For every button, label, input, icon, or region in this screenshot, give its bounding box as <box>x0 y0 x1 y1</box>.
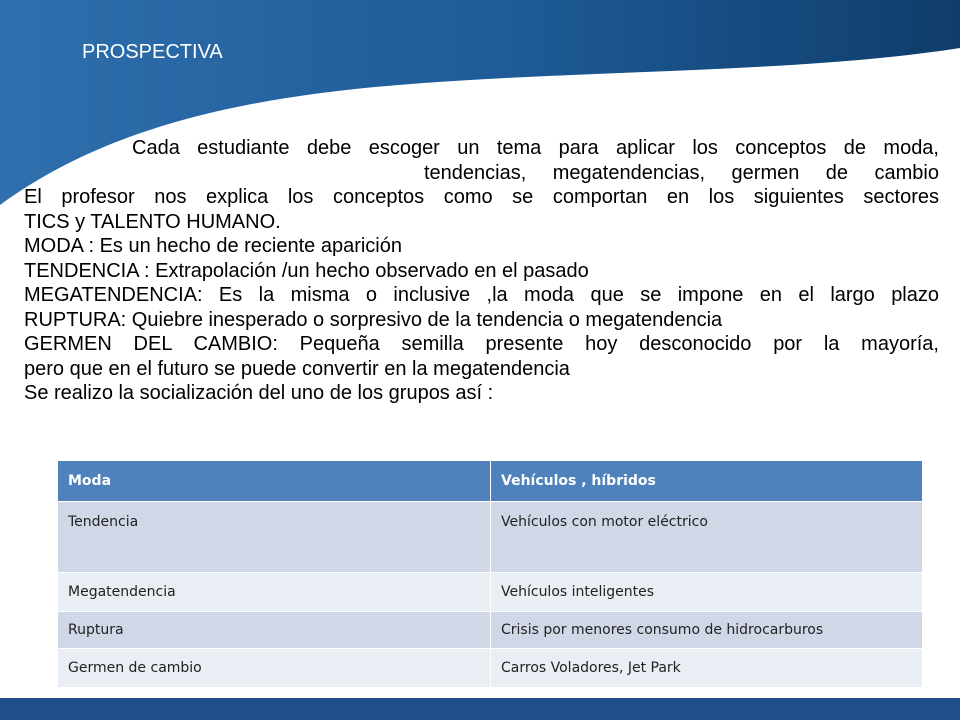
table-cell-example: Vehículos con motor eléctrico <box>491 502 923 573</box>
germen-definition-line-1: GERMEN DEL CAMBIO: Pequeña semilla presente hoy desconocido por la mayoría, <box>24 333 939 355</box>
profesor-line-1: El profesor nos explica los conceptos como se comportan en los siguientes sectores <box>24 186 939 208</box>
intro-line-1: Cada estudiante debe escoger un tema para aplicar los conceptos de moda, <box>132 137 939 159</box>
table-cell-concept: Megatendencia <box>58 573 491 612</box>
intro-line-2: tendencias, megatendencias, germen de cambio <box>424 161 939 184</box>
table-header-row <box>58 461 923 502</box>
table-cell-example: Vehículos inteligentes <box>491 573 923 612</box>
table-row <box>58 502 923 573</box>
moda-definition: MODA : Es un hecho de reciente aparición <box>24 235 402 257</box>
ruptura-definition: RUPTURA: Quiebre inesperado o sorpresivo de la tendencia o megatendencia <box>24 308 723 331</box>
body-text <box>24 136 939 406</box>
tendencia-definition: TENDENCIA : Extrapolación /un hecho observado en el pasado <box>24 259 589 282</box>
slide-title: PROSPECTIVA <box>82 41 223 63</box>
table-cell-concept: Ruptura <box>58 612 491 649</box>
concepts-table <box>57 460 923 688</box>
table-cell-example: Crisis por menores consumo de hidrocarburos <box>491 612 923 649</box>
profesor-line-2: TICS y TALENTO HUMANO. <box>24 210 281 233</box>
megatendencia-definition: MEGATENDENCIA: Es la misma o inclusive ,la moda que se impone en el largo plazo <box>24 284 939 306</box>
table-cell-concept: Tendencia <box>58 502 491 573</box>
table-row <box>58 573 923 612</box>
socializacion-line: Se realizo la socialización del uno de los grupos así : <box>24 382 494 404</box>
footer-bar <box>0 698 960 720</box>
table-cell-example: Vehículos , híbridos <box>491 461 923 502</box>
table-row <box>58 612 923 649</box>
germen-definition-line-2: pero que en el futuro se puede convertir en la megatendencia <box>24 357 570 380</box>
table-cell-concept: Germen de cambio <box>58 649 491 688</box>
table-cell-concept: Moda <box>58 461 491 502</box>
table-row <box>58 649 923 688</box>
table-cell-example: Carros Voladores, Jet Park <box>491 649 923 688</box>
